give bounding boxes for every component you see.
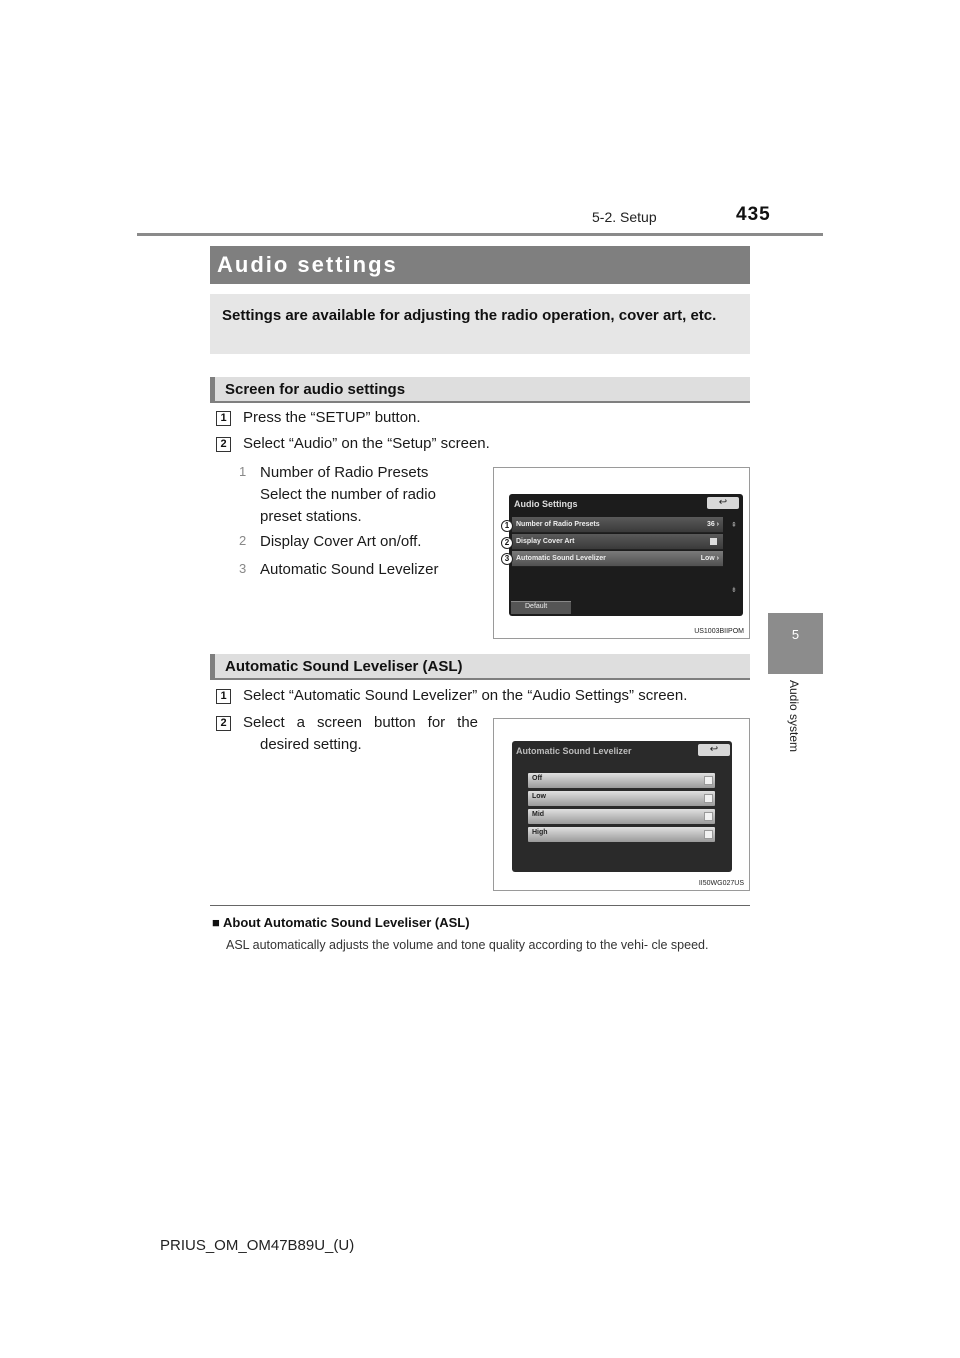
chapter-label	[784, 680, 804, 770]
setting-label: Automatic Sound Levelizer	[516, 555, 606, 562]
figure-code: US1003BIIPOM	[694, 628, 744, 635]
setting-row	[512, 551, 723, 567]
audio-settings-screen	[509, 494, 743, 616]
asl-option	[528, 827, 715, 842]
step-number: 1	[216, 689, 231, 704]
default-label: Default	[525, 603, 548, 610]
step-text: Select “Automatic Sound Levelizer” on the “Audio Settings” screen.	[243, 687, 688, 704]
checkbox-icon	[704, 776, 713, 785]
checkbox-icon	[710, 538, 717, 545]
setting-value: Low ›	[700, 555, 719, 562]
chapter-tab	[768, 613, 823, 674]
page-number: 435	[736, 204, 771, 225]
item-text: preset stations.	[260, 508, 362, 525]
step-text: desired setting.	[260, 736, 362, 753]
callout-marker: 1	[501, 520, 513, 532]
back-icon: ↩	[698, 744, 730, 756]
note-heading-text: About Automatic Sound Leveliser (ASL)	[223, 915, 470, 930]
subheading-asl	[210, 654, 750, 680]
subheading-asl-text: Automatic Sound Leveliser (ASL)	[225, 658, 463, 675]
asl-option-label: High	[532, 829, 548, 836]
document-id: PRIUS_OM_OM47B89U_(U)	[160, 1237, 355, 1254]
setting-row	[512, 534, 723, 550]
setting-label: Display Cover Art	[516, 538, 575, 545]
default-button	[511, 601, 571, 614]
header-rule	[137, 233, 823, 236]
chapter-number: 5	[791, 627, 800, 642]
subheading-screen	[210, 377, 750, 403]
setting-value: 36 ›	[706, 521, 719, 528]
setting-label: Number of Radio Presets	[516, 521, 600, 528]
step-number: 1	[216, 411, 231, 426]
callout-marker: 3	[501, 553, 513, 565]
asl-option-label: Mid	[532, 811, 545, 818]
setting-row	[512, 517, 723, 533]
asl-option-label: Low	[532, 793, 546, 800]
asl-option-label: Off	[532, 775, 543, 782]
scroll-down-icon: ⇟	[731, 587, 737, 594]
back-icon: ↩	[707, 497, 739, 509]
step-text: Press the “SETUP” button.	[243, 409, 421, 426]
checkbox-icon	[704, 794, 713, 803]
asl-screen	[512, 741, 732, 872]
checkbox-icon	[704, 812, 713, 821]
chapter-title: Audio system	[787, 680, 801, 753]
item-number: 2	[239, 533, 247, 548]
asl-option	[528, 773, 715, 788]
scroll-up-icon: ⇞	[731, 522, 737, 529]
asl-figure	[493, 718, 750, 891]
item-number: 3	[239, 561, 247, 576]
step-text: Select “Audio” on the “Setup” screen.	[243, 435, 490, 452]
subheading-screen-text: Screen for audio settings	[225, 381, 406, 398]
note-rule	[210, 905, 750, 906]
step-number: 2	[216, 716, 231, 731]
page-title: Audio settings	[217, 252, 398, 277]
asl-option	[528, 791, 715, 806]
screen-title: Audio Settings	[514, 499, 578, 509]
item-number: 1	[239, 464, 247, 479]
item-text: Automatic Sound Levelizer	[260, 561, 439, 578]
item-text: Number of Radio Presets	[260, 464, 429, 481]
intro-box: Settings are available for adjusting the radio operation, cover art, etc.	[210, 294, 750, 354]
item-text: Select the number of radio	[260, 486, 436, 503]
step-number: 2	[216, 437, 231, 452]
figure-code: II50WG027US	[698, 880, 744, 887]
asl-option	[528, 809, 715, 824]
bullet-icon: ■	[212, 915, 220, 930]
audio-settings-figure	[493, 467, 750, 639]
page-title-bar	[210, 246, 750, 284]
section-reference: 5-2. Setup	[592, 209, 657, 225]
note-heading	[212, 915, 470, 930]
step-text: Select a screen button for the	[243, 714, 478, 731]
note-text: ASL automatically adjusts the volume and tone quality according to the vehi- cle speed.	[226, 938, 709, 952]
checkbox-icon	[704, 830, 713, 839]
callout-marker: 2	[501, 537, 513, 549]
screen-title: Automatic Sound Levelizer	[516, 746, 632, 756]
item-text: Display Cover Art on/off.	[260, 533, 422, 550]
